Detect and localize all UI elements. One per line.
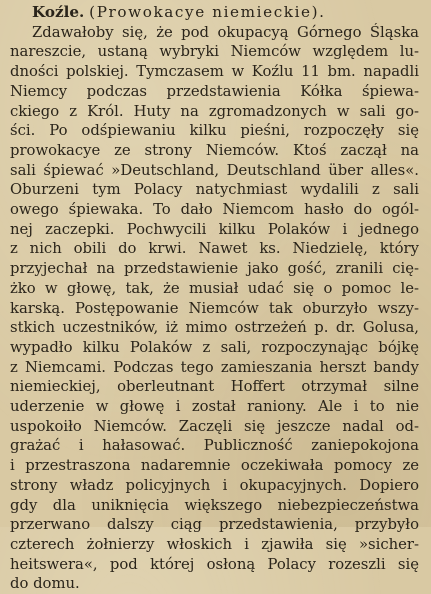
- article-body: [10, 23, 419, 594]
- text-line: uderzenie w głowę i został raniony. Ale i to nie: [10, 398, 419, 416]
- text-line: owego śpiewaka. To dało Niemcom hasło do ogól-: [10, 201, 419, 219]
- text-line: uspokoiło Niemców. Zaczęli się jeszcze nadal od-: [10, 417, 419, 435]
- text-line: nareszcie, ustaną wybryki Niemców względem lu-: [10, 43, 419, 61]
- article-headline: [10, 3, 419, 23]
- text-line: grażać i hałasować. Publiczność zaniepokojona: [10, 437, 419, 455]
- text-line: gdy dla uniknięcia większego niebezpieczeństwa: [10, 496, 419, 514]
- text-line: czterech żołnierzy włoskich i zjawiła się »sicher-: [10, 535, 419, 553]
- text-line: Zdawałoby się, że pod okupacyą Górnego Śląska: [32, 23, 419, 41]
- text-line: Oburzeni tym Polacy natychmiast wydalili z sali: [10, 181, 419, 199]
- text-line: karską. Postępowanie Niemców tak oburzyło wszy-: [10, 299, 419, 317]
- text-line: przyjechał na przedstawienie jako gość, zranili cię-: [10, 260, 419, 278]
- text-line: ści. Po odśpiewaniu kilku pieśni, rozpoczęły się: [10, 122, 419, 140]
- text-line: z nich obili do krwi. Nawet ks. Niedzielę, który: [10, 240, 419, 258]
- text-line: prowokacye ze strony Niemców. Ktoś zaczął na: [10, 141, 419, 159]
- text-line: strony władz policyjnych i okupacyjnych. Dopiero: [10, 476, 419, 494]
- text-line: niemieckiej, oberleutnant Hoffert otrzymał silne: [10, 378, 419, 396]
- text-line: stkich uczestników, iż mimo ostrzeżeń p. dr. Golusa,: [10, 319, 419, 337]
- text-line: dności polskiej. Tymczasem w Koźlu 11 bm. napadli: [10, 63, 419, 81]
- text-line: i przestraszona nadaremnie oczekiwała pomocy ze: [10, 457, 419, 475]
- text-line: heitswera«, pod której osłoną Polacy rozeszli się: [10, 555, 419, 573]
- text-line: nej zaczepki. Pochwycili kilku Polaków i jednego: [10, 220, 419, 238]
- text-line: przerwano dalszy ciąg przedstawienia, przybyło: [10, 516, 419, 534]
- text-line: żko w głowę, tak, że musiał udać się o pomoc le-: [10, 279, 419, 297]
- text-line: do domu.: [10, 575, 80, 593]
- text-line: ckiego z Król. Huty na zgromadzonych w sali go-: [10, 102, 419, 120]
- headline-place: Koźle.: [32, 3, 85, 21]
- text-line: Niemcy podczas przedstawienia Kółka śpiewa-: [10, 82, 419, 100]
- text-line: sali śpiewać »Deutschland, Deutschland über alles«.: [10, 161, 419, 179]
- text-line: z Niemcami. Podczas tego zamieszania herszt bandy: [10, 358, 419, 376]
- text-line: wypadło kilku Polaków z sali, rozpoczynając bójkę: [10, 338, 419, 356]
- headline-subtitle: (Prowokacye niemieckie).: [89, 3, 326, 21]
